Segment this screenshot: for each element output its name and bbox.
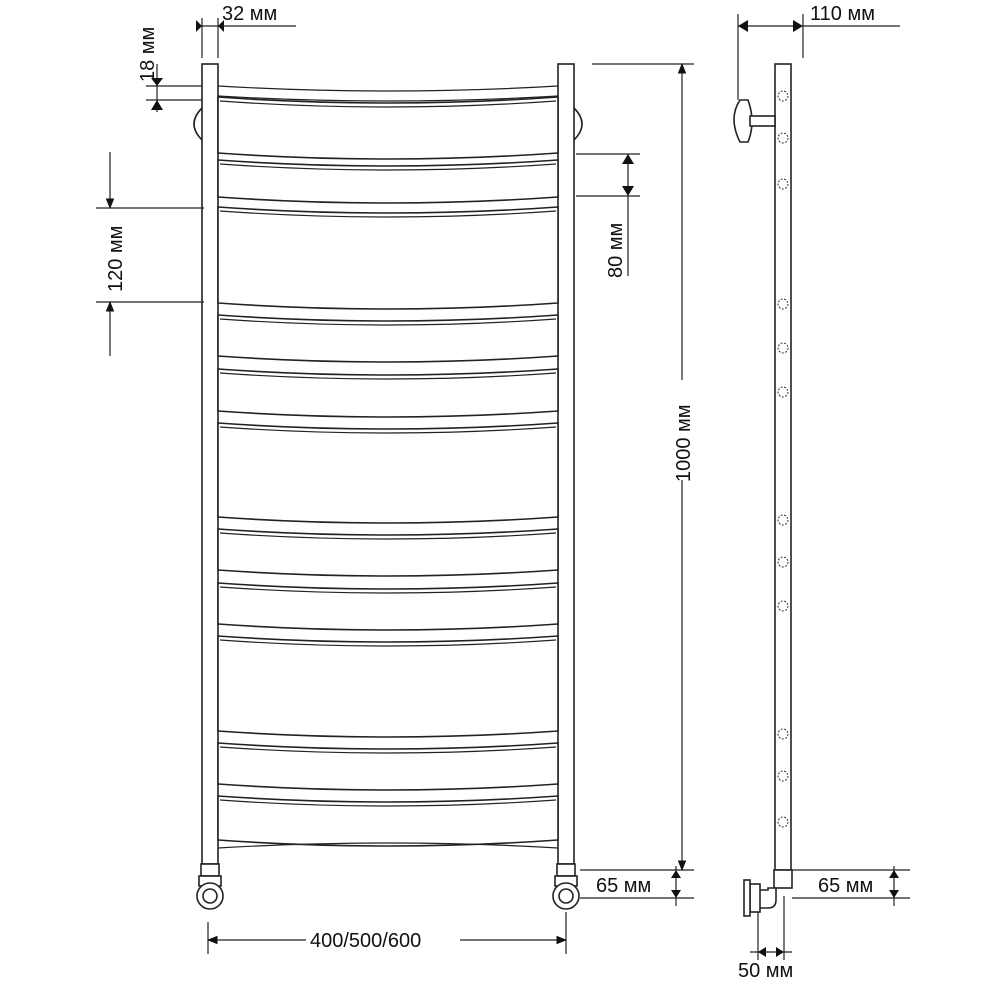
- dim-top-offset: [196, 3, 296, 58]
- dim-wall-distance-label: 110 мм: [810, 3, 875, 25]
- dim-connection-height-front-label: 65 мм: [596, 875, 652, 897]
- dim-connection-height-side-label: 65 мм: [818, 875, 874, 897]
- dim-connection-height-side: [792, 866, 910, 906]
- dim-tube-spacing-label: 18 мм: [137, 26, 159, 82]
- rail-6: [218, 423, 558, 523]
- bottom-connection-left: [197, 864, 223, 909]
- rail-9: [218, 636, 558, 737]
- dim-width: [208, 912, 566, 954]
- side-bottom-connection: [744, 870, 792, 916]
- dim-connection-offset-label: 50 мм: [738, 960, 794, 982]
- rail-3: [218, 207, 558, 309]
- side-wall-bracket: [734, 100, 775, 142]
- left-tube: [202, 64, 218, 864]
- side-tube: [775, 64, 791, 870]
- dim-large-gap-label: 120 мм: [105, 225, 127, 292]
- top-rail: [218, 86, 558, 91]
- rails: [218, 97, 558, 846]
- dim-large-gap: [96, 152, 204, 356]
- front-view: [96, 3, 695, 954]
- dim-tube-spacing: [137, 27, 202, 112]
- dim-height-label: 1000 мм: [673, 404, 695, 482]
- dim-height: [580, 64, 695, 870]
- dim-small-gap: [576, 154, 640, 278]
- dim-wall-distance: [738, 3, 900, 100]
- right-tube: [558, 64, 574, 864]
- bottom-connection-right: [553, 864, 579, 909]
- side-view: [734, 3, 910, 982]
- dim-connection-height-front: [580, 866, 694, 906]
- dim-width-label: 400/500/600: [310, 930, 422, 952]
- rail-1: [218, 97, 558, 159]
- dim-small-gap-label: 80 мм: [605, 222, 627, 278]
- dim-top-offset-label: 32 мм: [222, 3, 278, 25]
